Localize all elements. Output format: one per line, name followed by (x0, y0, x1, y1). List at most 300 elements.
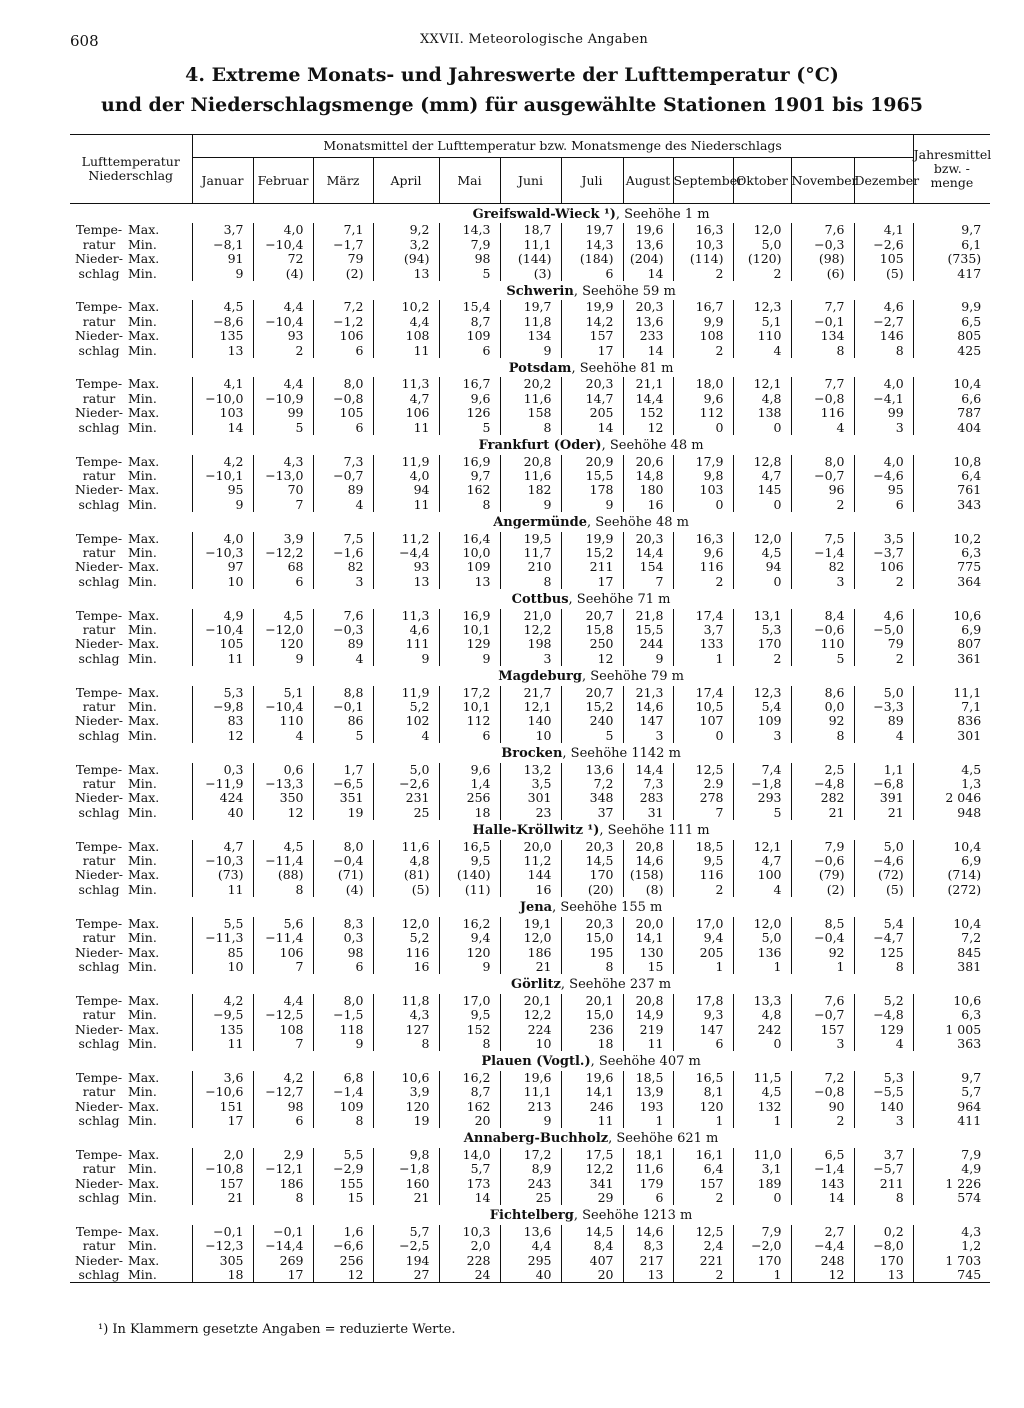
data-cell: 5 (561, 729, 623, 743)
table-row (70, 1071, 990, 1085)
data-cell: 20,3 (561, 917, 623, 931)
data-cell: 256 (313, 1254, 373, 1268)
data-cell: 105 (854, 252, 913, 266)
row-group-label: Nieder- (75, 867, 123, 883)
data-cell: 5,4 (733, 700, 791, 714)
data-cell: 4,7 (373, 392, 439, 406)
data-cell: 11 (623, 1037, 673, 1051)
data-cell: 127 (373, 1023, 439, 1037)
data-cell: 8 (791, 729, 854, 743)
data-cell: 20,0 (623, 917, 673, 931)
station-elevation: , Seehöhe 59 m (573, 284, 676, 300)
data-cell: 15,0 (561, 931, 623, 945)
month-header: Mai (439, 158, 500, 204)
data-cell: 130 (623, 946, 673, 960)
data-cell: 3,7 (192, 223, 253, 237)
data-cell: 0,2 (854, 1225, 913, 1239)
data-cell: 211 (561, 560, 623, 574)
data-cell: 112 (673, 406, 733, 420)
row-kind-label: Max. (128, 222, 160, 238)
data-cell: 79 (854, 637, 913, 651)
data-cell: −10,6 (192, 1085, 253, 1099)
data-cell: 9,6 (673, 392, 733, 406)
row-group-label: Nieder- (75, 405, 123, 421)
data-cell: 4,0 (373, 469, 439, 483)
data-cell: 8 (500, 575, 561, 589)
data-cell: 13,6 (623, 315, 673, 329)
data-cell: 3 (500, 652, 561, 666)
table-row (70, 729, 990, 743)
row-kind-label: Max. (128, 1175, 160, 1191)
data-cell: 6 (673, 1037, 733, 1051)
data-cell: −10,1 (192, 469, 253, 483)
data-cell: 9,9 (913, 300, 990, 314)
data-cell: 20,7 (561, 686, 623, 700)
row-kind-label: Min. (128, 419, 157, 435)
data-cell: 14,6 (623, 700, 673, 714)
data-cell: −13,0 (253, 469, 313, 483)
row-kind-label: Min. (128, 496, 157, 512)
data-cell: 82 (313, 560, 373, 574)
data-cell: 2,5 (791, 763, 854, 777)
data-cell: 96 (791, 483, 854, 497)
data-cell: 5,3 (192, 686, 253, 700)
data-cell: 155 (313, 1177, 373, 1191)
row-kind-label: Max. (128, 1098, 160, 1114)
row-kind-label: Min. (128, 650, 157, 666)
station-elevation: , Seehöhe 48 m (586, 515, 689, 531)
data-cell: −12,5 (253, 1008, 313, 1022)
running-title: XXVII. Meteorologische Angaben (420, 32, 649, 47)
data-cell: 8 (253, 883, 313, 897)
data-cell: 425 (913, 344, 990, 358)
row-kind-label: Max. (128, 607, 160, 623)
row-kind-label: Max. (128, 684, 160, 700)
data-cell: 14,2 (561, 315, 623, 329)
data-cell: 20,1 (500, 994, 561, 1008)
row-kind-label: Min. (128, 1112, 157, 1128)
data-cell: 152 (439, 1023, 500, 1037)
row-kind-label: Max. (128, 251, 160, 267)
data-cell: 4,5 (253, 840, 313, 854)
data-cell: 14,3 (439, 223, 500, 237)
data-cell: 407 (561, 1254, 623, 1268)
row-kind-label: Max. (128, 405, 160, 421)
label-header: Lufttemperatur Niederschlag (70, 135, 192, 204)
data-cell: 2 (673, 1268, 733, 1283)
data-cell: 145 (733, 483, 791, 497)
data-cell: 1 (733, 960, 791, 974)
row-group-label: Tempe- (75, 299, 123, 315)
data-cell: 391 (854, 791, 913, 805)
row-group-label: Nieder- (75, 713, 123, 729)
data-cell: 9,8 (373, 1148, 439, 1162)
month-header: Februar (253, 158, 313, 204)
data-cell: 4,6 (373, 623, 439, 637)
data-cell: 106 (253, 946, 313, 960)
data-cell: (2) (791, 883, 854, 897)
title-line-1: 4. Extreme Monats- und Jahreswerte der Lufttemperatur (°C) (185, 64, 839, 86)
data-cell: 5,2 (373, 700, 439, 714)
data-cell: 15,4 (439, 300, 500, 314)
data-cell: 6 (313, 960, 373, 974)
data-cell: 147 (623, 714, 673, 728)
data-cell: 178 (561, 483, 623, 497)
data-cell: (94) (373, 252, 439, 266)
data-cell: 93 (373, 560, 439, 574)
data-cell: 17,2 (500, 1148, 561, 1162)
row-group-label: Nieder- (75, 790, 123, 806)
data-cell: 4,4 (373, 315, 439, 329)
data-cell: 5,0 (733, 238, 791, 252)
data-cell: 2,9 (253, 1148, 313, 1162)
data-cell: −8,6 (192, 315, 253, 329)
data-cell: 94 (373, 483, 439, 497)
data-cell: 4,5 (192, 300, 253, 314)
data-cell: 205 (673, 946, 733, 960)
data-cell: 8,9 (500, 1162, 561, 1176)
data-cell: 0 (733, 421, 791, 435)
data-cell: 8,4 (561, 1239, 623, 1253)
data-cell: −2,5 (373, 1239, 439, 1253)
data-cell: 278 (673, 791, 733, 805)
data-cell: 404 (913, 421, 990, 435)
data-cell: 0,6 (253, 763, 313, 777)
row-kind-label: Max. (128, 944, 160, 960)
data-cell: 3 (791, 575, 854, 589)
data-cell: 2 (673, 575, 733, 589)
table-row (70, 686, 990, 700)
table-row (70, 315, 990, 329)
table-row (70, 1008, 990, 1022)
data-cell: 248 (791, 1254, 854, 1268)
data-cell: 8 (439, 498, 500, 512)
data-cell: 16 (500, 883, 561, 897)
row-kind-label: Max. (128, 328, 160, 344)
data-cell: 170 (733, 1254, 791, 1268)
data-cell: 154 (623, 560, 673, 574)
row-group-label: Tempe- (75, 607, 123, 623)
data-cell: 0 (673, 498, 733, 512)
station-heading (192, 512, 990, 531)
table-row (70, 1239, 990, 1253)
row-group-label: Tempe- (75, 915, 123, 931)
data-cell: 82 (791, 560, 854, 574)
data-cell: 4,6 (854, 609, 913, 623)
data-cell: 6 (313, 344, 373, 358)
data-cell: 224 (500, 1023, 561, 1037)
table-row (70, 868, 990, 882)
data-cell: 3,6 (192, 1071, 253, 1085)
page-number: 608 (70, 32, 99, 50)
data-cell: 11,1 (500, 238, 561, 252)
data-cell: 19,7 (500, 300, 561, 314)
data-cell: 20,3 (623, 532, 673, 546)
data-cell: 2,0 (439, 1239, 500, 1253)
data-cell: 120 (673, 1100, 733, 1114)
row-kind-label: Min. (128, 1268, 192, 1283)
data-cell: 105 (192, 637, 253, 651)
data-cell: −8,1 (192, 238, 253, 252)
data-cell: −12,3 (192, 1239, 253, 1253)
data-cell: 9 (439, 652, 500, 666)
data-cell: 9 (439, 960, 500, 974)
station-row (70, 358, 990, 377)
row-group-label: ratur (82, 1238, 116, 1254)
row-kind-label: Max. (128, 1252, 160, 1268)
station-heading (192, 358, 990, 377)
row-group-label: schlag (78, 650, 120, 666)
data-cell: 3 (854, 1114, 913, 1128)
data-cell: 14,4 (623, 763, 673, 777)
data-cell: −14,4 (253, 1239, 313, 1253)
data-cell: 20,0 (500, 840, 561, 854)
data-cell: 105 (313, 406, 373, 420)
data-cell: 12,0 (373, 917, 439, 931)
data-cell: 21,0 (500, 609, 561, 623)
data-cell: 5,0 (854, 686, 913, 700)
data-cell: 10,5 (673, 700, 733, 714)
data-cell: 5,5 (313, 1148, 373, 1162)
data-cell: 79 (313, 252, 373, 266)
data-cell: 14,3 (561, 238, 623, 252)
data-cell: 25 (500, 1191, 561, 1205)
data-cell: 110 (253, 714, 313, 728)
station-elevation: , Seehöhe 237 m (560, 977, 672, 993)
data-cell: 162 (439, 1100, 500, 1114)
data-cell: 11,9 (373, 455, 439, 469)
month-header: April (373, 158, 439, 204)
data-cell: −10,4 (192, 623, 253, 637)
data-cell: 18,0 (673, 377, 733, 391)
data-cell: 186 (253, 1177, 313, 1191)
data-cell: 116 (673, 868, 733, 882)
data-cell: (8) (623, 883, 673, 897)
table-row (70, 883, 990, 897)
data-cell: 20 (561, 1268, 623, 1283)
data-cell: 11,3 (373, 377, 439, 391)
row-group-label: ratur (82, 1007, 116, 1023)
data-cell: 13,6 (561, 763, 623, 777)
row-group-label: Tempe- (75, 838, 123, 854)
station-elevation: , Seehöhe 71 m (568, 592, 671, 608)
data-cell: 6,9 (913, 623, 990, 637)
data-cell: 92 (791, 946, 854, 960)
data-cell: 4,3 (913, 1225, 990, 1239)
data-cell: 7,9 (733, 1225, 791, 1239)
data-cell: 3 (791, 1037, 854, 1051)
table-row (70, 1114, 990, 1128)
data-cell: 4,0 (253, 223, 313, 237)
data-cell: 7,2 (561, 777, 623, 791)
data-cell: 4 (854, 729, 913, 743)
data-cell: 11 (561, 1114, 623, 1128)
table-row (70, 960, 990, 974)
data-cell: 110 (733, 329, 791, 343)
data-cell: 8,0 (313, 840, 373, 854)
data-cell: 12,1 (500, 700, 561, 714)
data-cell: 8 (854, 960, 913, 974)
data-cell: 89 (854, 714, 913, 728)
row-kind-label: Min. (128, 699, 157, 714)
data-cell: 152 (623, 406, 673, 420)
data-cell: 17,0 (439, 994, 500, 1008)
data-cell: 10,2 (373, 300, 439, 314)
data-cell: 15,8 (561, 623, 623, 637)
data-cell: −4,1 (854, 392, 913, 406)
data-cell: 10,4 (913, 377, 990, 391)
station-elevation: , Seehöhe 79 m (581, 669, 684, 685)
data-cell: 3 (733, 729, 791, 743)
data-cell: 364 (913, 575, 990, 589)
data-cell: 4 (791, 421, 854, 435)
data-cell: 10,0 (439, 546, 500, 560)
row-kind-label: Max. (128, 761, 160, 777)
data-cell: 246 (561, 1100, 623, 1114)
data-cell: 25 (373, 806, 439, 820)
row-group-label: schlag (78, 804, 120, 820)
data-cell: 3,5 (854, 532, 913, 546)
row-kind-label: Max. (128, 790, 160, 806)
data-cell: 118 (313, 1023, 373, 1037)
data-cell: 195 (561, 946, 623, 960)
table-row (70, 931, 990, 945)
data-cell: 12,3 (733, 686, 791, 700)
data-cell: −13,3 (253, 777, 313, 791)
data-cell: (11) (439, 883, 500, 897)
data-cell: −1,4 (313, 1085, 373, 1099)
row-kind-label: Min. (128, 313, 157, 329)
data-cell: 6,4 (673, 1162, 733, 1176)
data-cell: 15,5 (623, 623, 673, 637)
data-cell: (81) (373, 868, 439, 882)
table-row (70, 652, 990, 666)
row-kind-label: Min. (128, 342, 157, 358)
table-row (70, 1023, 990, 1037)
data-cell: 805 (913, 329, 990, 343)
data-cell: 10,8 (913, 455, 990, 469)
month-header: Oktober (733, 158, 791, 204)
data-cell: −4,8 (854, 1008, 913, 1022)
station-row (70, 820, 990, 839)
data-cell: 5 (439, 267, 500, 281)
station-elevation: , Seehöhe 621 m (608, 1131, 719, 1147)
row-kind-label: Min. (128, 1084, 157, 1100)
data-cell: −11,4 (253, 931, 313, 945)
data-cell: 2 (854, 575, 913, 589)
data-cell: 146 (854, 329, 913, 343)
data-cell: −0,8 (791, 392, 854, 406)
table-row (70, 806, 990, 820)
data-cell: 5 (253, 421, 313, 435)
data-cell: 103 (192, 406, 253, 420)
data-cell: 1 005 (913, 1023, 990, 1037)
data-cell: (71) (313, 868, 373, 882)
data-cell: 16,3 (673, 223, 733, 237)
table-row (70, 1148, 990, 1162)
data-cell: 8,1 (673, 1085, 733, 1099)
data-cell: 948 (913, 806, 990, 820)
data-cell: 301 (500, 791, 561, 805)
data-cell: 13,2 (500, 763, 561, 777)
data-cell: 11,6 (623, 1162, 673, 1176)
data-cell: 8 (561, 960, 623, 974)
data-cell: 173 (439, 1177, 500, 1191)
row-group-label: ratur (82, 236, 116, 252)
data-cell: 157 (673, 1177, 733, 1191)
data-cell: 7,9 (913, 1148, 990, 1162)
data-cell: (4) (313, 883, 373, 897)
row-kind-label: Max. (128, 1146, 160, 1162)
data-cell: 106 (313, 329, 373, 343)
data-cell: −0,6 (791, 623, 854, 637)
data-cell: 6,3 (913, 1008, 990, 1022)
data-cell: 9,4 (439, 931, 500, 945)
station-elevation: , Seehöhe 407 m (590, 1054, 701, 1070)
data-cell: 2 (673, 267, 733, 281)
row-group-label: Nieder- (75, 559, 123, 575)
data-cell: 14,4 (623, 392, 673, 406)
data-cell: 2.9 (673, 777, 733, 791)
station-elevation: , Seehöhe 1213 m (573, 1208, 693, 1224)
data-cell: 20,3 (561, 377, 623, 391)
data-cell: 5,3 (733, 623, 791, 637)
data-cell: 301 (913, 729, 990, 743)
data-cell: 4,6 (854, 300, 913, 314)
station-row (70, 897, 990, 916)
data-cell: 12,2 (500, 1008, 561, 1022)
data-cell: −0,3 (791, 238, 854, 252)
data-cell: 6,6 (913, 392, 990, 406)
data-cell: (3) (500, 267, 561, 281)
data-cell: 92 (791, 714, 854, 728)
data-cell: 140 (854, 1100, 913, 1114)
data-cell: 4 (253, 729, 313, 743)
row-kind-label: Min. (128, 881, 157, 897)
data-cell: 5,0 (854, 840, 913, 854)
data-cell: 94 (733, 560, 791, 574)
data-cell: 17 (561, 344, 623, 358)
data-cell: (114) (673, 252, 733, 266)
data-cell: 16 (373, 960, 439, 974)
data-cell: 4,3 (253, 455, 313, 469)
month-header: Januar (192, 158, 253, 204)
row-group-label: schlag (78, 1035, 120, 1051)
data-cell: 9,7 (439, 469, 500, 483)
data-cell: 11,1 (500, 1085, 561, 1099)
data-cell: 2,0 (192, 1148, 253, 1162)
station-row (70, 974, 990, 993)
data-cell: (120) (733, 252, 791, 266)
data-cell: 21 (791, 806, 854, 820)
row-group-label: ratur (82, 930, 116, 946)
data-cell: 11 (373, 498, 439, 512)
data-cell: 1,6 (313, 1225, 373, 1239)
table-row (70, 854, 990, 868)
data-cell: 12,1 (733, 377, 791, 391)
data-cell: −11,4 (253, 854, 313, 868)
station-name: Potsdam (508, 361, 572, 377)
table-row (70, 609, 990, 623)
data-cell: 83 (192, 714, 253, 728)
station-name: Schwerin (506, 284, 574, 300)
table-row (70, 223, 990, 237)
data-cell: 109 (313, 1100, 373, 1114)
row-kind-label: Max. (128, 992, 160, 1008)
data-cell: 7,9 (791, 840, 854, 854)
data-cell: 14 (623, 267, 673, 281)
row-kind-label: Min. (128, 776, 157, 792)
